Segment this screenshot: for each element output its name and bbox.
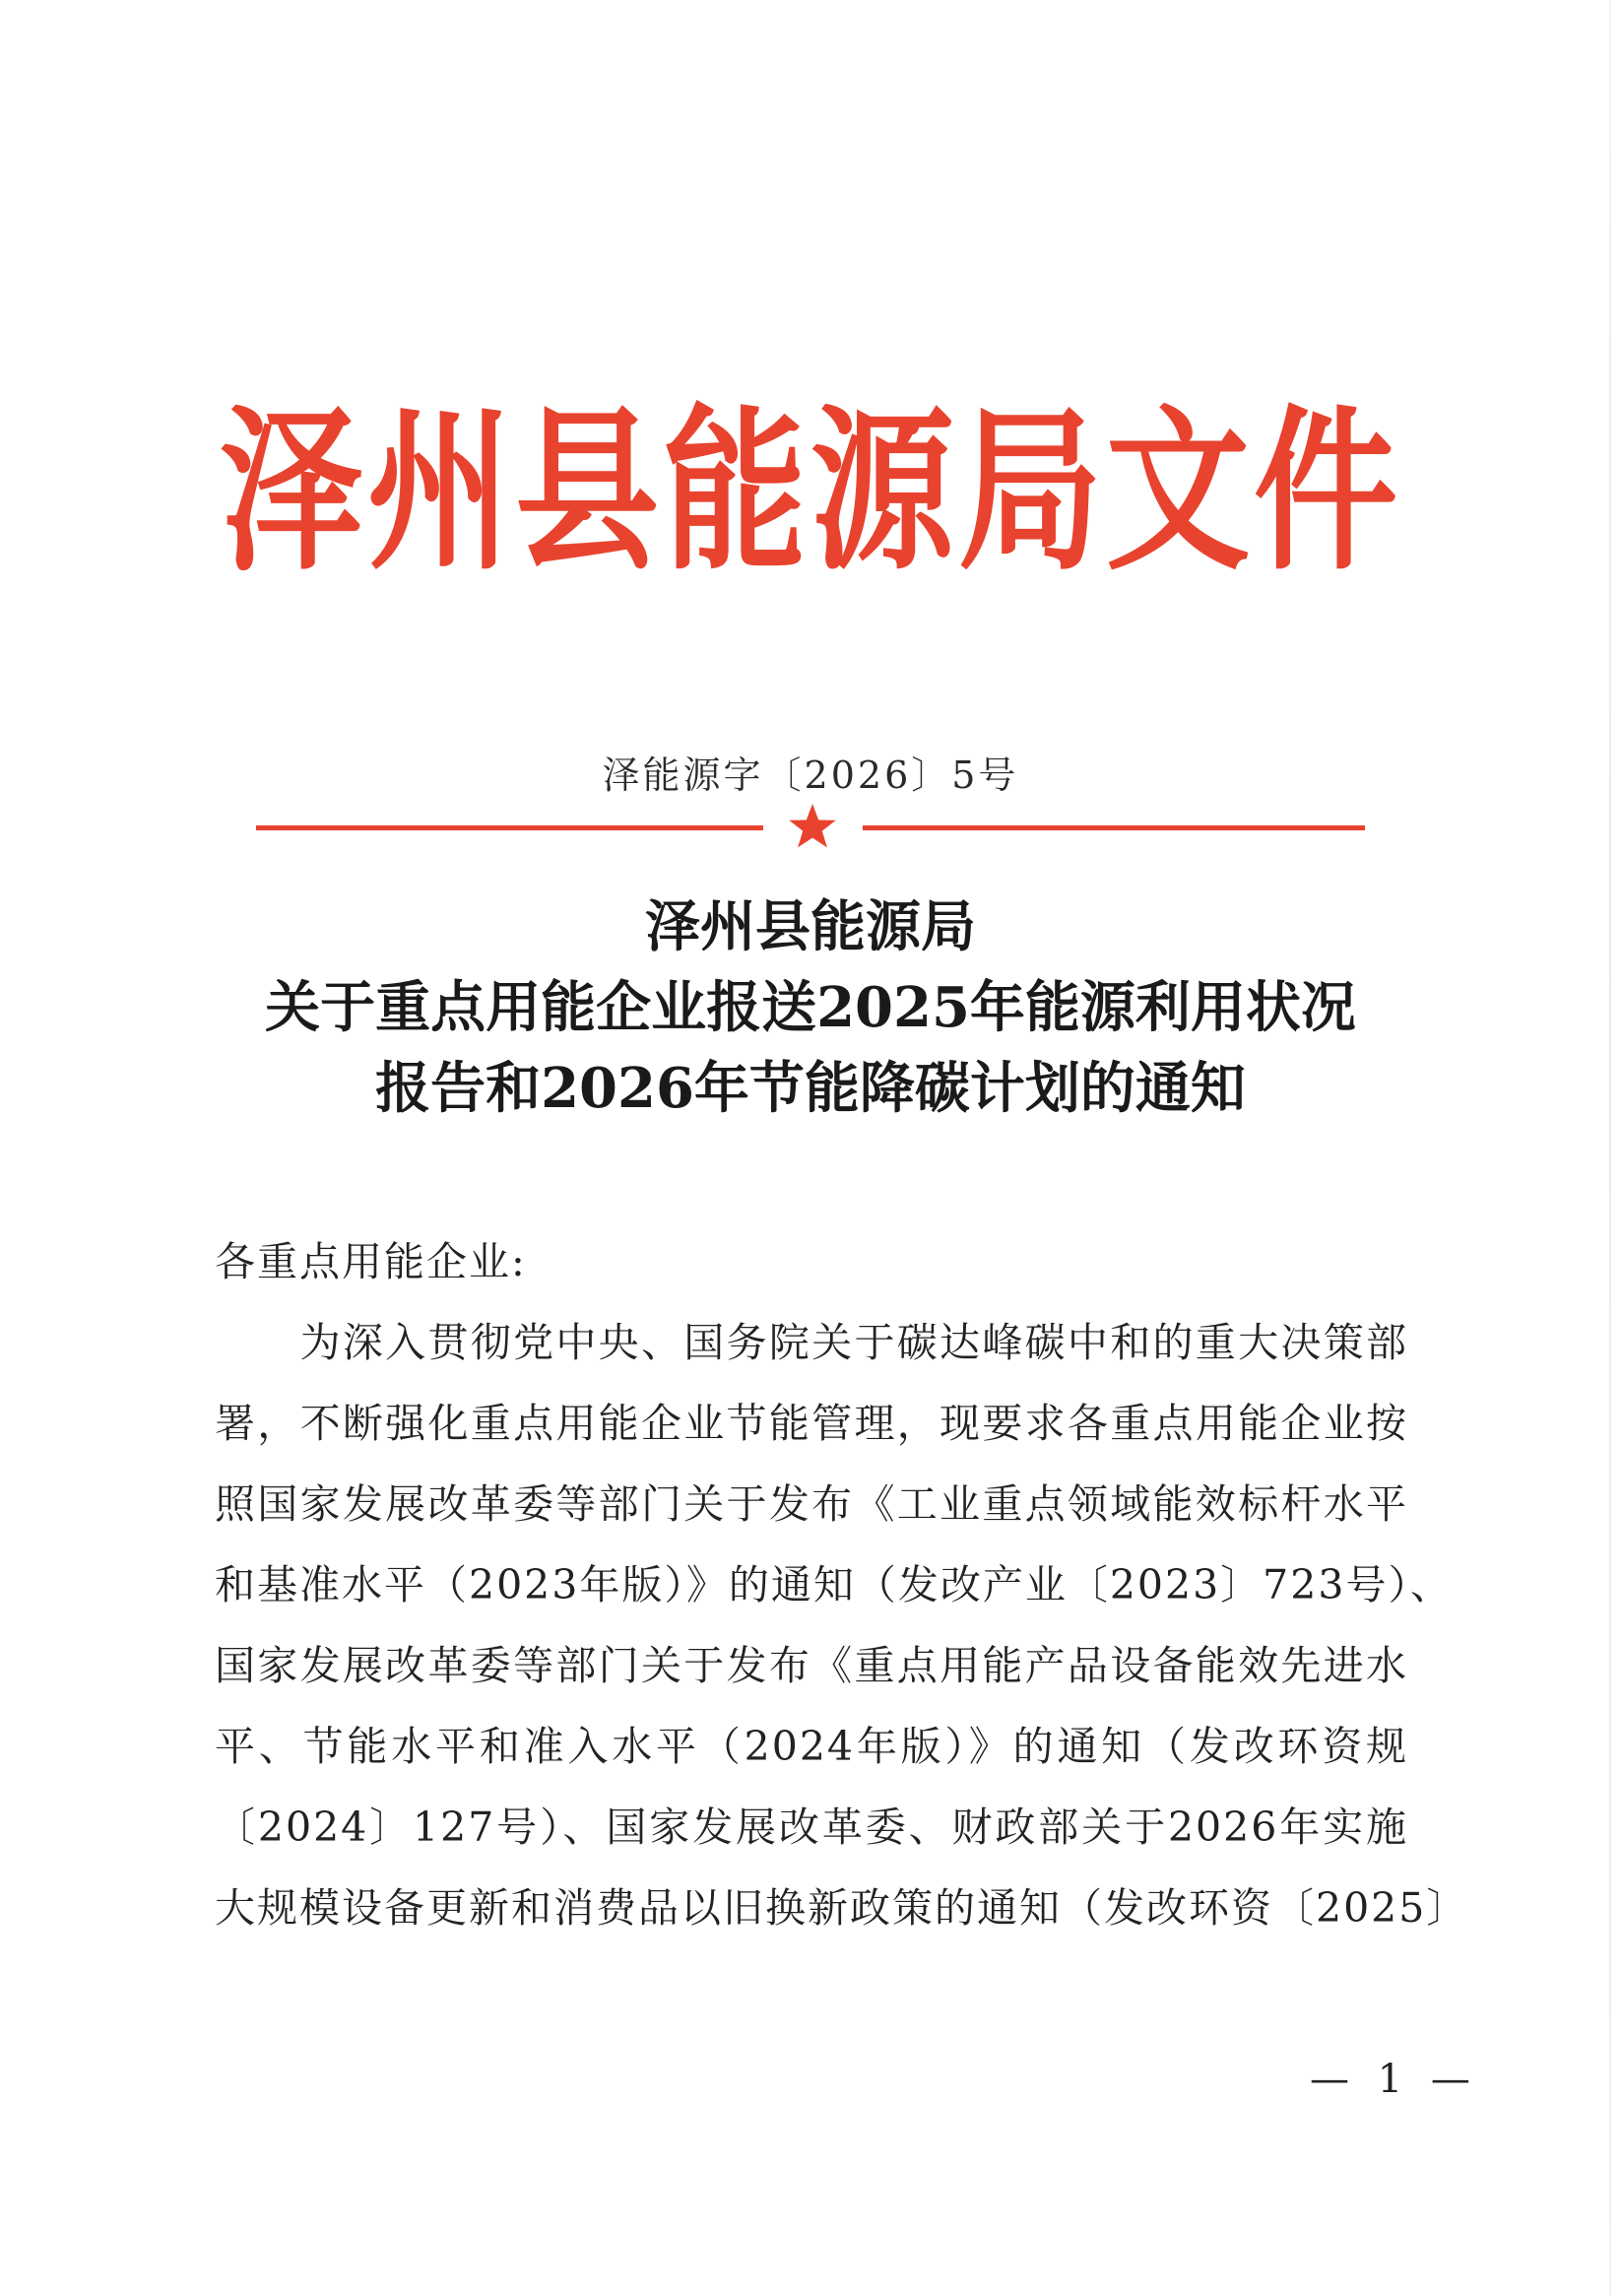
body-line: 平、节能水平和准入水平（2024年版）》的通知（发改环资规 xyxy=(215,1723,1408,1770)
body-line: 署，不断强化重点用能企业节能管理，现要求各重点用能企业按 xyxy=(215,1400,1408,1447)
body-line: 大规模设备更新和消费品以旧换新政策的通知（发改环资〔2025〕 xyxy=(215,1884,1469,1932)
body-line: 照国家发展改革委等部门关于发布《工业重点领域能效标杆水平 xyxy=(215,1480,1408,1528)
title-line-1: 泽州县能源局 xyxy=(645,894,976,959)
body-line: 国家发展改革委等部门关于发布《重点用能产品设备能效先进水 xyxy=(215,1642,1408,1689)
red-rule-left xyxy=(256,825,763,830)
red-rule-right xyxy=(863,825,1365,830)
salutation: 各重点用能企业: xyxy=(215,1238,527,1285)
red-star-icon xyxy=(788,801,837,850)
masthead-title: 泽州县能源局文件 xyxy=(220,388,1401,595)
notice-title xyxy=(0,886,1621,1129)
page-number: — 1 — xyxy=(1310,2057,1478,2102)
document-number: 泽能源字〔2026〕5号 xyxy=(602,754,1019,797)
title-line-2: 关于重点用能企业报送2025年能源利用状况 xyxy=(265,975,1356,1040)
body-line: 和基准水平（2023年版）》的通知（发改产业〔2023〕723号）、 xyxy=(215,1561,1453,1608)
scan-edge xyxy=(1609,0,1611,2296)
body-line: 〔2024〕127号）、国家发展改革委、财政部关于2026年实施 xyxy=(215,1804,1408,1851)
body-text xyxy=(215,1221,1469,1948)
title-line-3: 报告和2026年节能降碳计划的通知 xyxy=(375,1056,1246,1121)
body-line: 为深入贯彻党中央、国务院关于碳达峰碳中和的重大决策部 xyxy=(215,1319,1408,1366)
